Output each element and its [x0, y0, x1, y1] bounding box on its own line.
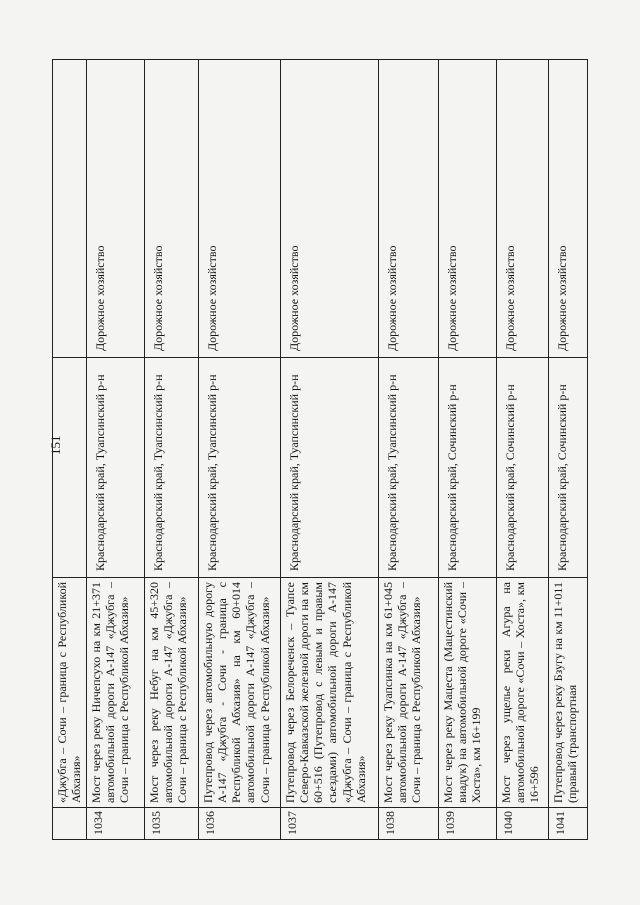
- cell-owner: Дорожное хозяйство: [87, 60, 145, 358]
- cell-location: Краснодарский край, Туапсинский р-н: [87, 358, 145, 578]
- table-row: [379, 60, 439, 840]
- cell-number: 1035: [145, 808, 199, 840]
- cell-number: 1039: [439, 808, 497, 840]
- cell-owner: Дорожное хозяйство: [497, 60, 549, 358]
- cell-location: Краснодарский край, Туапсинский р-н: [379, 358, 439, 578]
- cell-number: 1037: [281, 808, 379, 840]
- cell-description: Мост через реку Небуг на км 45+320 автомобильной дороги А-147 «Джубга – Сочи – граница с Республикой Абхазия»: [145, 578, 199, 808]
- cell-owner: Дорожное хозяйство: [199, 60, 281, 358]
- cell-number: 1040: [497, 808, 549, 840]
- cell-description: Мост через ущелье реки Агура на автомобильной дороге «Сочи – Хоста», км 16+596: [497, 578, 549, 808]
- cell-number: 1038: [379, 808, 439, 840]
- cell-owner: Дорожное хозяйство: [379, 60, 439, 358]
- table-row: [199, 60, 281, 840]
- register-table: [52, 59, 588, 840]
- table-row-continued: [53, 60, 87, 840]
- cell-number: 1034: [87, 808, 145, 840]
- cell-location: Краснодарский край, Сочинский р-н: [497, 358, 549, 578]
- table-frame: [52, 60, 587, 840]
- cell-number: 1036: [199, 808, 281, 840]
- cell-number: [53, 808, 87, 840]
- page-number: 151: [48, 435, 63, 455]
- table-row: [281, 60, 379, 840]
- cell-description: Мост через реку Мацеста (Мацестинский виадук) на автомобильной дороге «Сочи – Хоста», км 16+199: [439, 578, 497, 808]
- cell-owner: Дорожное хозяйство: [281, 60, 379, 358]
- cell-description: Путепровод через Белореченск – Туапсе Северо-Кавказской железной дороги на км 60+516 (Путепровод с левым и правым съездами) автомобильной дороги А-147 «Джубга – Сочи – граница с Республикой Абхазия»: [281, 578, 379, 808]
- cell-number: 1041: [549, 808, 588, 840]
- table-row: [439, 60, 497, 840]
- cell-description: «Джубга – Сочи – граница с Республикой Абхазия»: [53, 578, 87, 808]
- cell-location: [53, 358, 87, 578]
- cell-location: Краснодарский край, Туапсинский р-н: [281, 358, 379, 578]
- cell-owner: [53, 60, 87, 358]
- table-row: [87, 60, 145, 840]
- cell-description: Путепровод через реку Бзугу на км 11+011 (правый (транспортная: [549, 578, 588, 808]
- table-row: [145, 60, 199, 840]
- cell-description: Мост через реку Туапсинка на км 61+045 автомобильной дороги А-147 «Джубга – Сочи – граница с Республикой Абхазия»: [379, 578, 439, 808]
- cell-location: Краснодарский край, Сочинский р-н: [549, 358, 588, 578]
- cell-location: Краснодарский край, Туапсинский р-н: [145, 358, 199, 578]
- cell-location: Краснодарский край, Туапсинский р-н: [199, 358, 281, 578]
- table-row: [497, 60, 549, 840]
- cell-location: Краснодарский край, Сочинский р-н: [439, 358, 497, 578]
- cell-owner: Дорожное хозяйство: [145, 60, 199, 358]
- table-row: [549, 60, 588, 840]
- cell-owner: Дорожное хозяйство: [549, 60, 588, 358]
- cell-owner: Дорожное хозяйство: [439, 60, 497, 358]
- cell-description: Мост через реку Ничепсухо на км 21+371 автомобильной дороги А-147 «Джубга – Сочи – граница с Республикой Абхазия»: [87, 578, 145, 808]
- cell-description: Путепровод через автомобильную дорогу А-147 «Джубга - Сочи - граница с Республикой Абхазия» на км 60+014 автомобильной дороги А-147 «Джубга – Сочи – граница с Республикой Абхазия»: [199, 578, 281, 808]
